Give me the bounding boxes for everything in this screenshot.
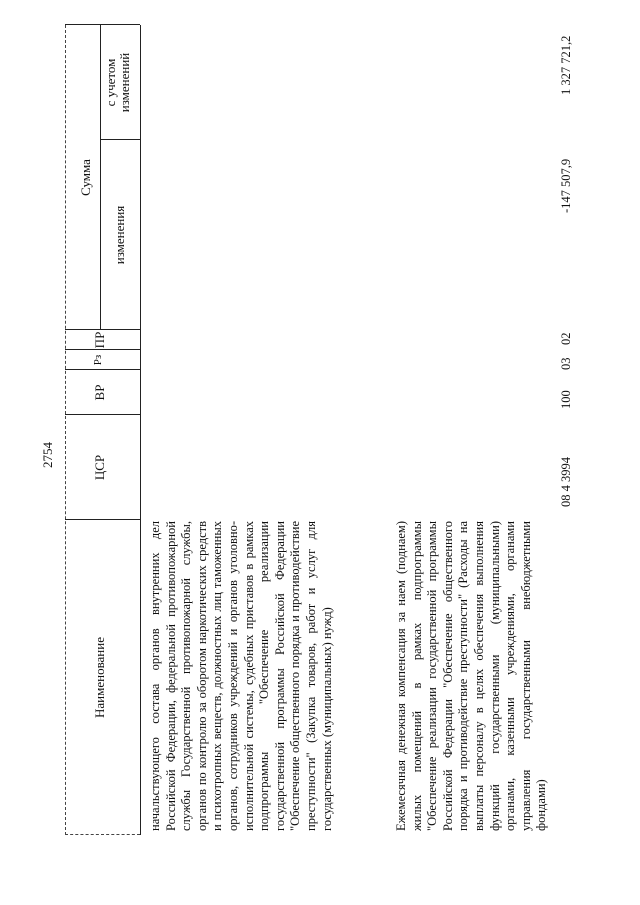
table-row-2-pr: 02 <box>559 332 573 345</box>
table-row-2-name: Ежемесячная денежная компенсация за наем (поднаем) жилых помещений в рамках подпрограммы "Обеспечение реализации государственной программы Российской Федерации "Обеспечение общественного порядка и противодействие преступности" (Расходы на выплаты персоналу в целях обеспечения выполнения функций государственными (муниципальными) органами, казенными учреждениями, органами управления государственными внебюджетными фондами) <box>394 521 549 831</box>
header-csr: ЦСР <box>92 454 107 481</box>
table-row-2-change: -147 507,9 <box>559 158 573 213</box>
header-with-change <box>104 25 132 140</box>
table-row-1-name: начальствующего состава органов внутренних дел Российской Федерации, федеральной противопожарной службы Государственной противопожарной службы, органов по контролю за оборотом наркотических средств и психотропных веществ, должностных лиц таможенных органов, сотрудников учреждений и органов уголовно-исполнительной системы, судебных приставов в рамках подпрограммы "Обеспечение реализации государственной программы Российской Федерации "Обеспечение общественного порядка и противодействие преступности" (Закупка товаров, работ и услуг для государственных (муниципальных) нужд) <box>148 521 334 831</box>
table-row-2-csr: 08 4 3994 <box>559 457 573 507</box>
page-number: 2754 <box>40 442 55 468</box>
table-top-border <box>65 25 66 835</box>
table-row-2-total: 1 327 721,2 <box>559 35 573 95</box>
header-bottom-border <box>140 25 141 835</box>
header-rz: Рз <box>92 354 104 366</box>
header-vr: ВР <box>92 384 107 401</box>
header-with-change-line2: изменений <box>117 52 132 113</box>
header-change: изменения <box>112 205 127 265</box>
header-pr: ПР <box>92 331 107 349</box>
header-name: Наименование <box>92 637 107 718</box>
header-summa: Сумма <box>78 159 93 196</box>
header-with-change-line1: с учетом <box>103 58 118 107</box>
summa-subheader-line <box>100 25 101 330</box>
table-row-2-vr: 100 <box>559 390 573 409</box>
table-row-2-rz: 03 <box>559 357 573 370</box>
